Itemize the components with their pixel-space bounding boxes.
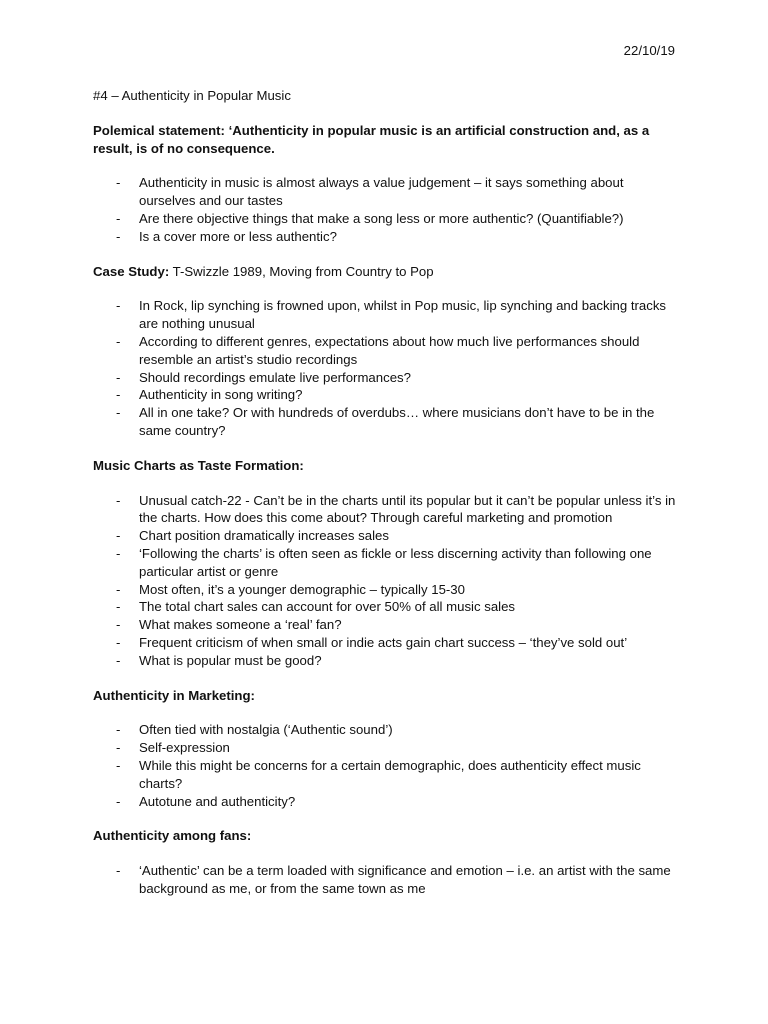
- bullet-text: Often tied with nostalgia (‘Authentic sound’): [139, 722, 393, 738]
- bullet-dash: -: [116, 369, 121, 385]
- bullet-dash: -: [116, 333, 121, 349]
- bullet-dash: -: [116, 581, 121, 597]
- bullet-item: [93, 793, 678, 811]
- bullet-item: [93, 386, 678, 404]
- bullet-dash: -: [116, 757, 121, 773]
- polemical-statement: Polemical statement: ‘Authenticity in popular music is an artificial construction and, as a result, is of no consequence.: [93, 122, 650, 156]
- bullet-text: Is a cover more or less authentic?: [139, 228, 337, 244]
- section-heading-label: Music Charts as Taste Formation:: [93, 457, 304, 473]
- bullet-list: [93, 492, 678, 670]
- bullet-item: [93, 598, 678, 616]
- section-heading: [93, 687, 678, 705]
- bullet-text: ‘Authentic’ can be a term loaded with significance and emotion – i.e. an artist with the same background as me, or from the same town as me: [139, 863, 671, 896]
- bullet-dash: -: [116, 863, 121, 879]
- bullet-item: [93, 739, 678, 757]
- bullet-item: [93, 210, 678, 228]
- bullet-dash: -: [116, 617, 121, 633]
- bullet-dash: -: [116, 298, 121, 314]
- bullet-item: [93, 545, 678, 581]
- bullet-item: [93, 492, 678, 528]
- bullet-item: [93, 228, 678, 246]
- bullet-dash: -: [116, 387, 121, 403]
- bullet-item: [93, 174, 678, 210]
- bullet-dash: -: [116, 228, 121, 244]
- bullet-item: [93, 862, 678, 898]
- bullet-item: [93, 333, 678, 369]
- bullet-item: [93, 616, 678, 634]
- bullet-dash: -: [116, 405, 121, 421]
- bullet-text: Authenticity in music is almost always a value judgement – it says something about ourselves and our tastes: [139, 175, 624, 209]
- section-heading-label: Authenticity in Marketing:: [93, 687, 255, 703]
- bullet-item: [93, 527, 678, 545]
- bullet-text: Chart position dramatically increases sales: [139, 528, 389, 544]
- document-title: #4 – Authenticity in Popular Music: [93, 88, 291, 103]
- section-heading: [93, 263, 678, 281]
- bullet-dash: -: [116, 545, 121, 561]
- bullet-text: The total chart sales can account for over 50% of all music sales: [139, 599, 516, 615]
- bullet-list: [93, 862, 678, 898]
- bullet-text: According to different genres, expectations about how much live performances should resemble an artist’s studio recordings: [139, 333, 640, 367]
- bullet-item: [93, 404, 678, 440]
- bullet-dash: -: [116, 175, 121, 191]
- bullet-text: Most often, it’s a younger demographic – typically 15-30: [139, 581, 465, 597]
- bullet-text: Autotune and authenticity?: [139, 793, 296, 809]
- bullet-dash: -: [116, 740, 121, 756]
- bullet-text: Unusual catch-22 - Can’t be in the charts until its popular but it can’t be popular unless it’s in the charts. How does this come about? Through careful marketing and promotion: [139, 492, 676, 526]
- document-date: 22/10/19: [623, 43, 675, 58]
- section-heading-detail: T-Swizzle 1989, Moving from Country to Pop: [169, 263, 434, 279]
- bullet-text: Authenticity in song writing?: [139, 387, 303, 403]
- section-heading-label: Authenticity among fans:: [93, 828, 252, 844]
- bullet-dash: -: [116, 652, 121, 668]
- section-heading-label: Case Study:: [93, 263, 170, 279]
- bullet-dash: -: [116, 634, 121, 650]
- bullet-list: [93, 721, 678, 810]
- bullet-text: Frequent criticism of when small or indie acts gain chart success – ‘they’ve sold out’: [139, 634, 628, 650]
- bullet-dash: -: [116, 793, 121, 809]
- bullet-text: In Rock, lip synching is frowned upon, whilst in Pop music, lip synching and backing tracks are nothing unusual: [139, 298, 667, 332]
- bullet-item: [93, 581, 678, 599]
- bullet-text: What is popular must be good?: [139, 652, 322, 668]
- bullet-text: ‘Following the charts’ is often seen as fickle or less discerning activity than following one particular artist or genre: [139, 545, 652, 579]
- bullet-item: [93, 652, 678, 670]
- document-body: [93, 87, 678, 898]
- bullet-list: [93, 174, 678, 245]
- bullet-text: What makes someone a ‘real’ fan?: [139, 617, 342, 633]
- bullet-item: [93, 757, 678, 793]
- bullet-list: [93, 297, 678, 439]
- section-heading: [93, 457, 678, 475]
- bullet-text: All in one take? Or with hundreds of overdubs… where musicians don’t have to be in the same country?: [139, 405, 655, 438]
- bullet-item: [93, 634, 678, 652]
- bullet-dash: -: [116, 210, 121, 226]
- sections-container: [93, 174, 678, 897]
- bullet-dash: -: [116, 722, 121, 738]
- bullet-item: [93, 721, 678, 739]
- bullet-text: Are there objective things that make a song less or more authentic? (Quantifiable?): [139, 210, 624, 226]
- bullet-dash: -: [116, 528, 121, 544]
- bullet-text: Self-expression: [139, 740, 230, 756]
- section-heading: [93, 827, 678, 845]
- bullet-item: [93, 369, 678, 387]
- bullet-dash: -: [116, 599, 121, 615]
- bullet-text: Should recordings emulate live performances?: [139, 369, 411, 385]
- bullet-text: While this might be concerns for a certain demographic, does authenticity effect music charts?: [139, 757, 641, 791]
- bullet-dash: -: [116, 492, 121, 508]
- bullet-item: [93, 297, 678, 333]
